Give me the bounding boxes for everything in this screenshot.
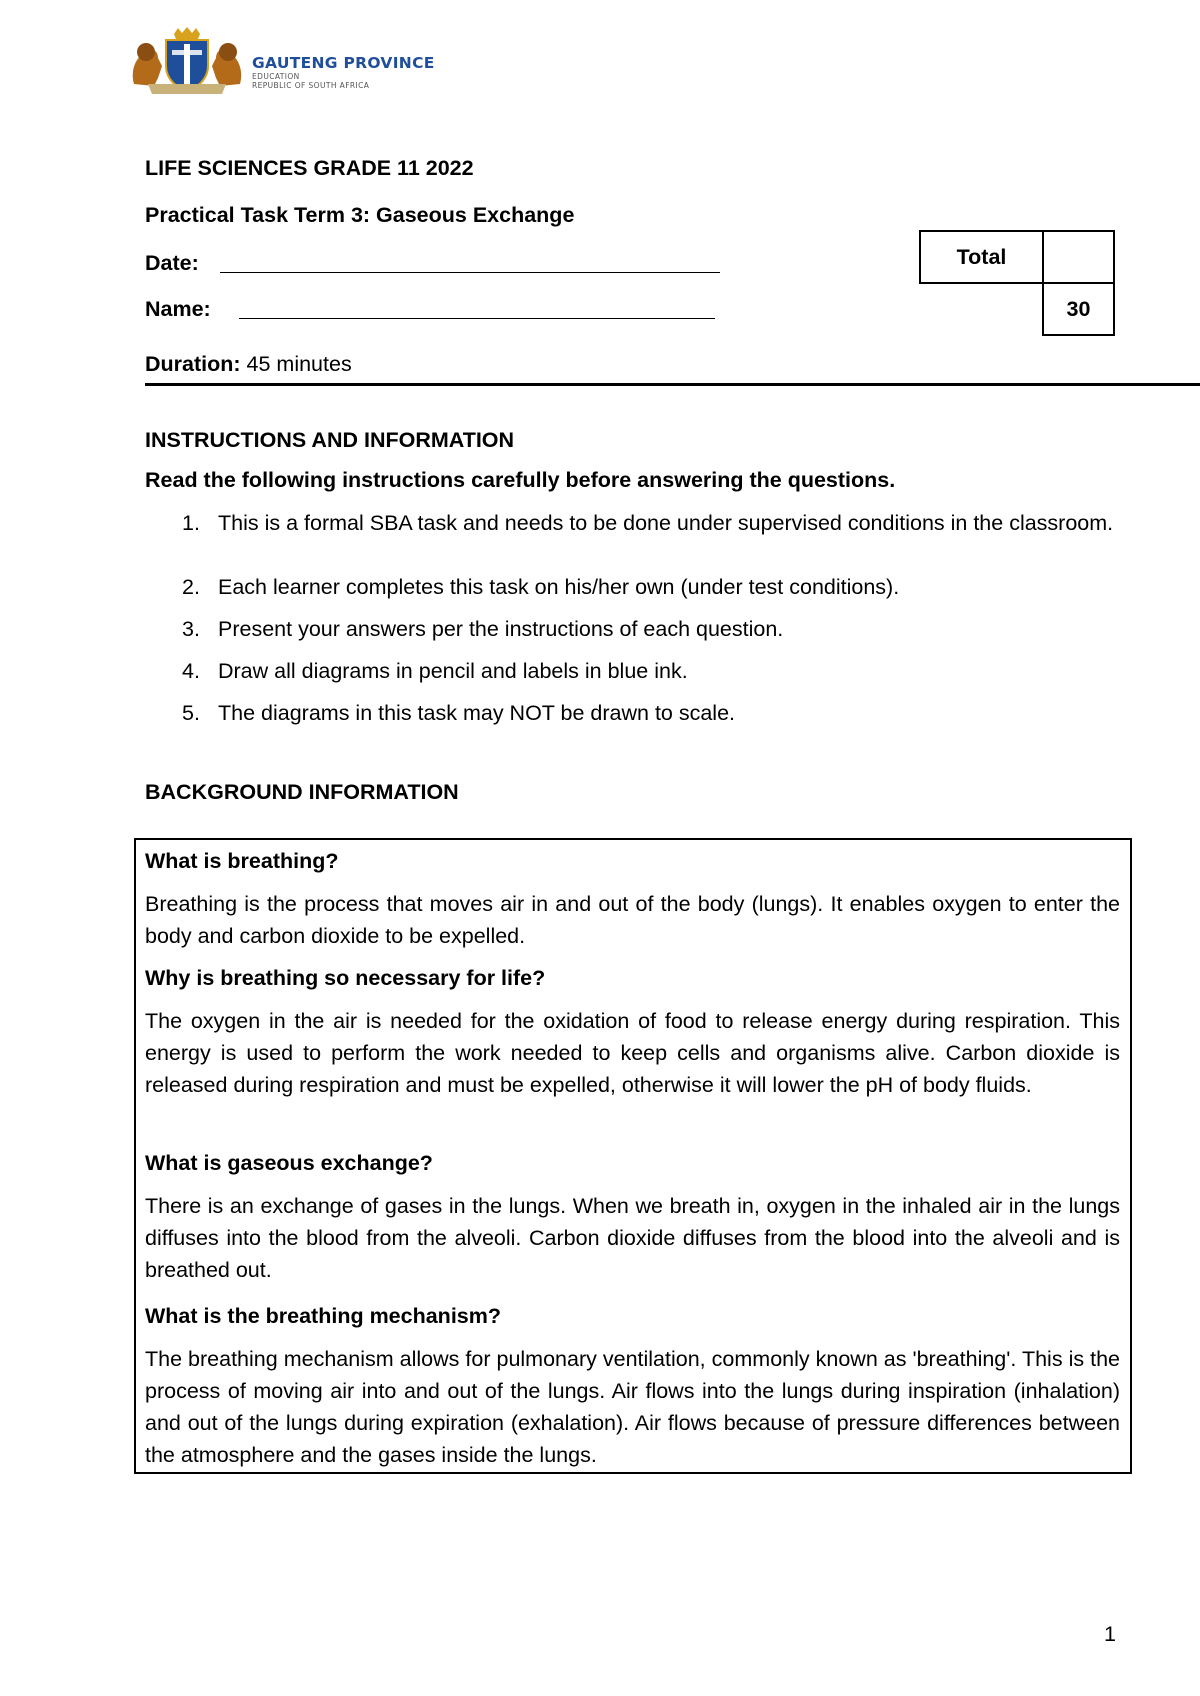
bg-answer-2: The oxygen in the air is needed for the oxidation of food to release energy during respiration. This energy is used to perform the work needed to keep cells and organisms alive. Carbon dioxide is released during respiration and must be expelled, otherwise it will lower the pH of body fluids. (145, 1009, 1120, 1097)
list-item-number: 3. (182, 617, 200, 641)
duration-value: 45 minutes (240, 352, 352, 376)
list-item-text: Draw all diagrams in pencil and labels in blue ink. (218, 659, 688, 683)
total-label: Total (956, 244, 1007, 269)
list-item-text: Each learner completes this task on his/her own (under test conditions). (218, 575, 900, 599)
instructions-heading: INSTRUCTIONS AND INFORMATION (145, 428, 515, 452)
list-item-number: 4. (182, 659, 200, 683)
bg-question-4: What is the breathing mechanism? (145, 1304, 501, 1328)
bg-answer-3: There is an exchange of gases in the lungs. When we breath in, oxygen in the inhaled air in the lungs diffuses into the blood from the alveoli. Carbon dioxide diffuses from the blood into the alveoli and is breathed out. (145, 1194, 1120, 1282)
bg-answer-1: Breathing is the process that moves air in and out of the body (lungs). It enables oxygen to enter the body and carbon dioxide to be expelled. (145, 892, 1120, 948)
coat-of-arms-icon (128, 26, 246, 96)
gauteng-logo (128, 26, 468, 98)
total-max-cell (1042, 282, 1115, 336)
date-field[interactable] (220, 272, 720, 273)
list-item-number: 2. (182, 575, 200, 599)
logo-subtitle-1: EDUCATION (252, 72, 300, 81)
instructions-intro: Read the following instructions carefully before answering the questions. (145, 468, 896, 492)
bg-answer-4: The breathing mechanism allows for pulmonary ventilation, commonly known as 'breathing'. This is the process of moving air into and out of the lungs. Air flows into the lungs during inspiration (inhalation) and out of the lungs during expiration (exhalation). Air flows because of pressure differences between the atmosphere and the gases inside the lungs. (145, 1347, 1120, 1467)
name-label: Name: (145, 297, 211, 321)
total-max: 30 (1066, 296, 1091, 321)
duration-label: Duration: (145, 352, 241, 376)
list-item-text: Present your answers per the instructions of each question. (218, 617, 784, 641)
logo-title: GAUTENG PROVINCE (252, 54, 435, 72)
list-item-number: 5. (182, 701, 200, 725)
duration-line (145, 351, 352, 377)
header-divider (145, 383, 1200, 386)
name-field[interactable] (239, 318, 715, 319)
logo-subtitle-2: REPUBLIC OF SOUTH AFRICA (252, 81, 370, 90)
bg-question-1: What is breathing? (145, 849, 339, 873)
total-score-cell[interactable] (1042, 230, 1115, 284)
background-heading: BACKGROUND INFORMATION (145, 780, 459, 804)
bg-question-3: What is gaseous exchange? (145, 1151, 433, 1175)
list-item-text: The diagrams in this task may NOT be drawn to scale. (218, 701, 736, 725)
bg-question-2: Why is breathing so necessary for life? (145, 966, 546, 990)
list-item-number: 1. (182, 511, 200, 535)
date-label: Date: (145, 251, 199, 275)
list-item-text: This is a formal SBA task and needs to be done under supervised conditions in the classroom. (218, 511, 1114, 535)
list-item (145, 508, 1125, 572)
subject-title: LIFE SCIENCES GRADE 11 2022 (145, 156, 474, 180)
page-number: 1 (1104, 1622, 1116, 1646)
task-title: Practical Task Term 3: Gaseous Exchange (145, 203, 575, 227)
total-label-cell (919, 230, 1044, 284)
total-score-table (919, 230, 1115, 336)
